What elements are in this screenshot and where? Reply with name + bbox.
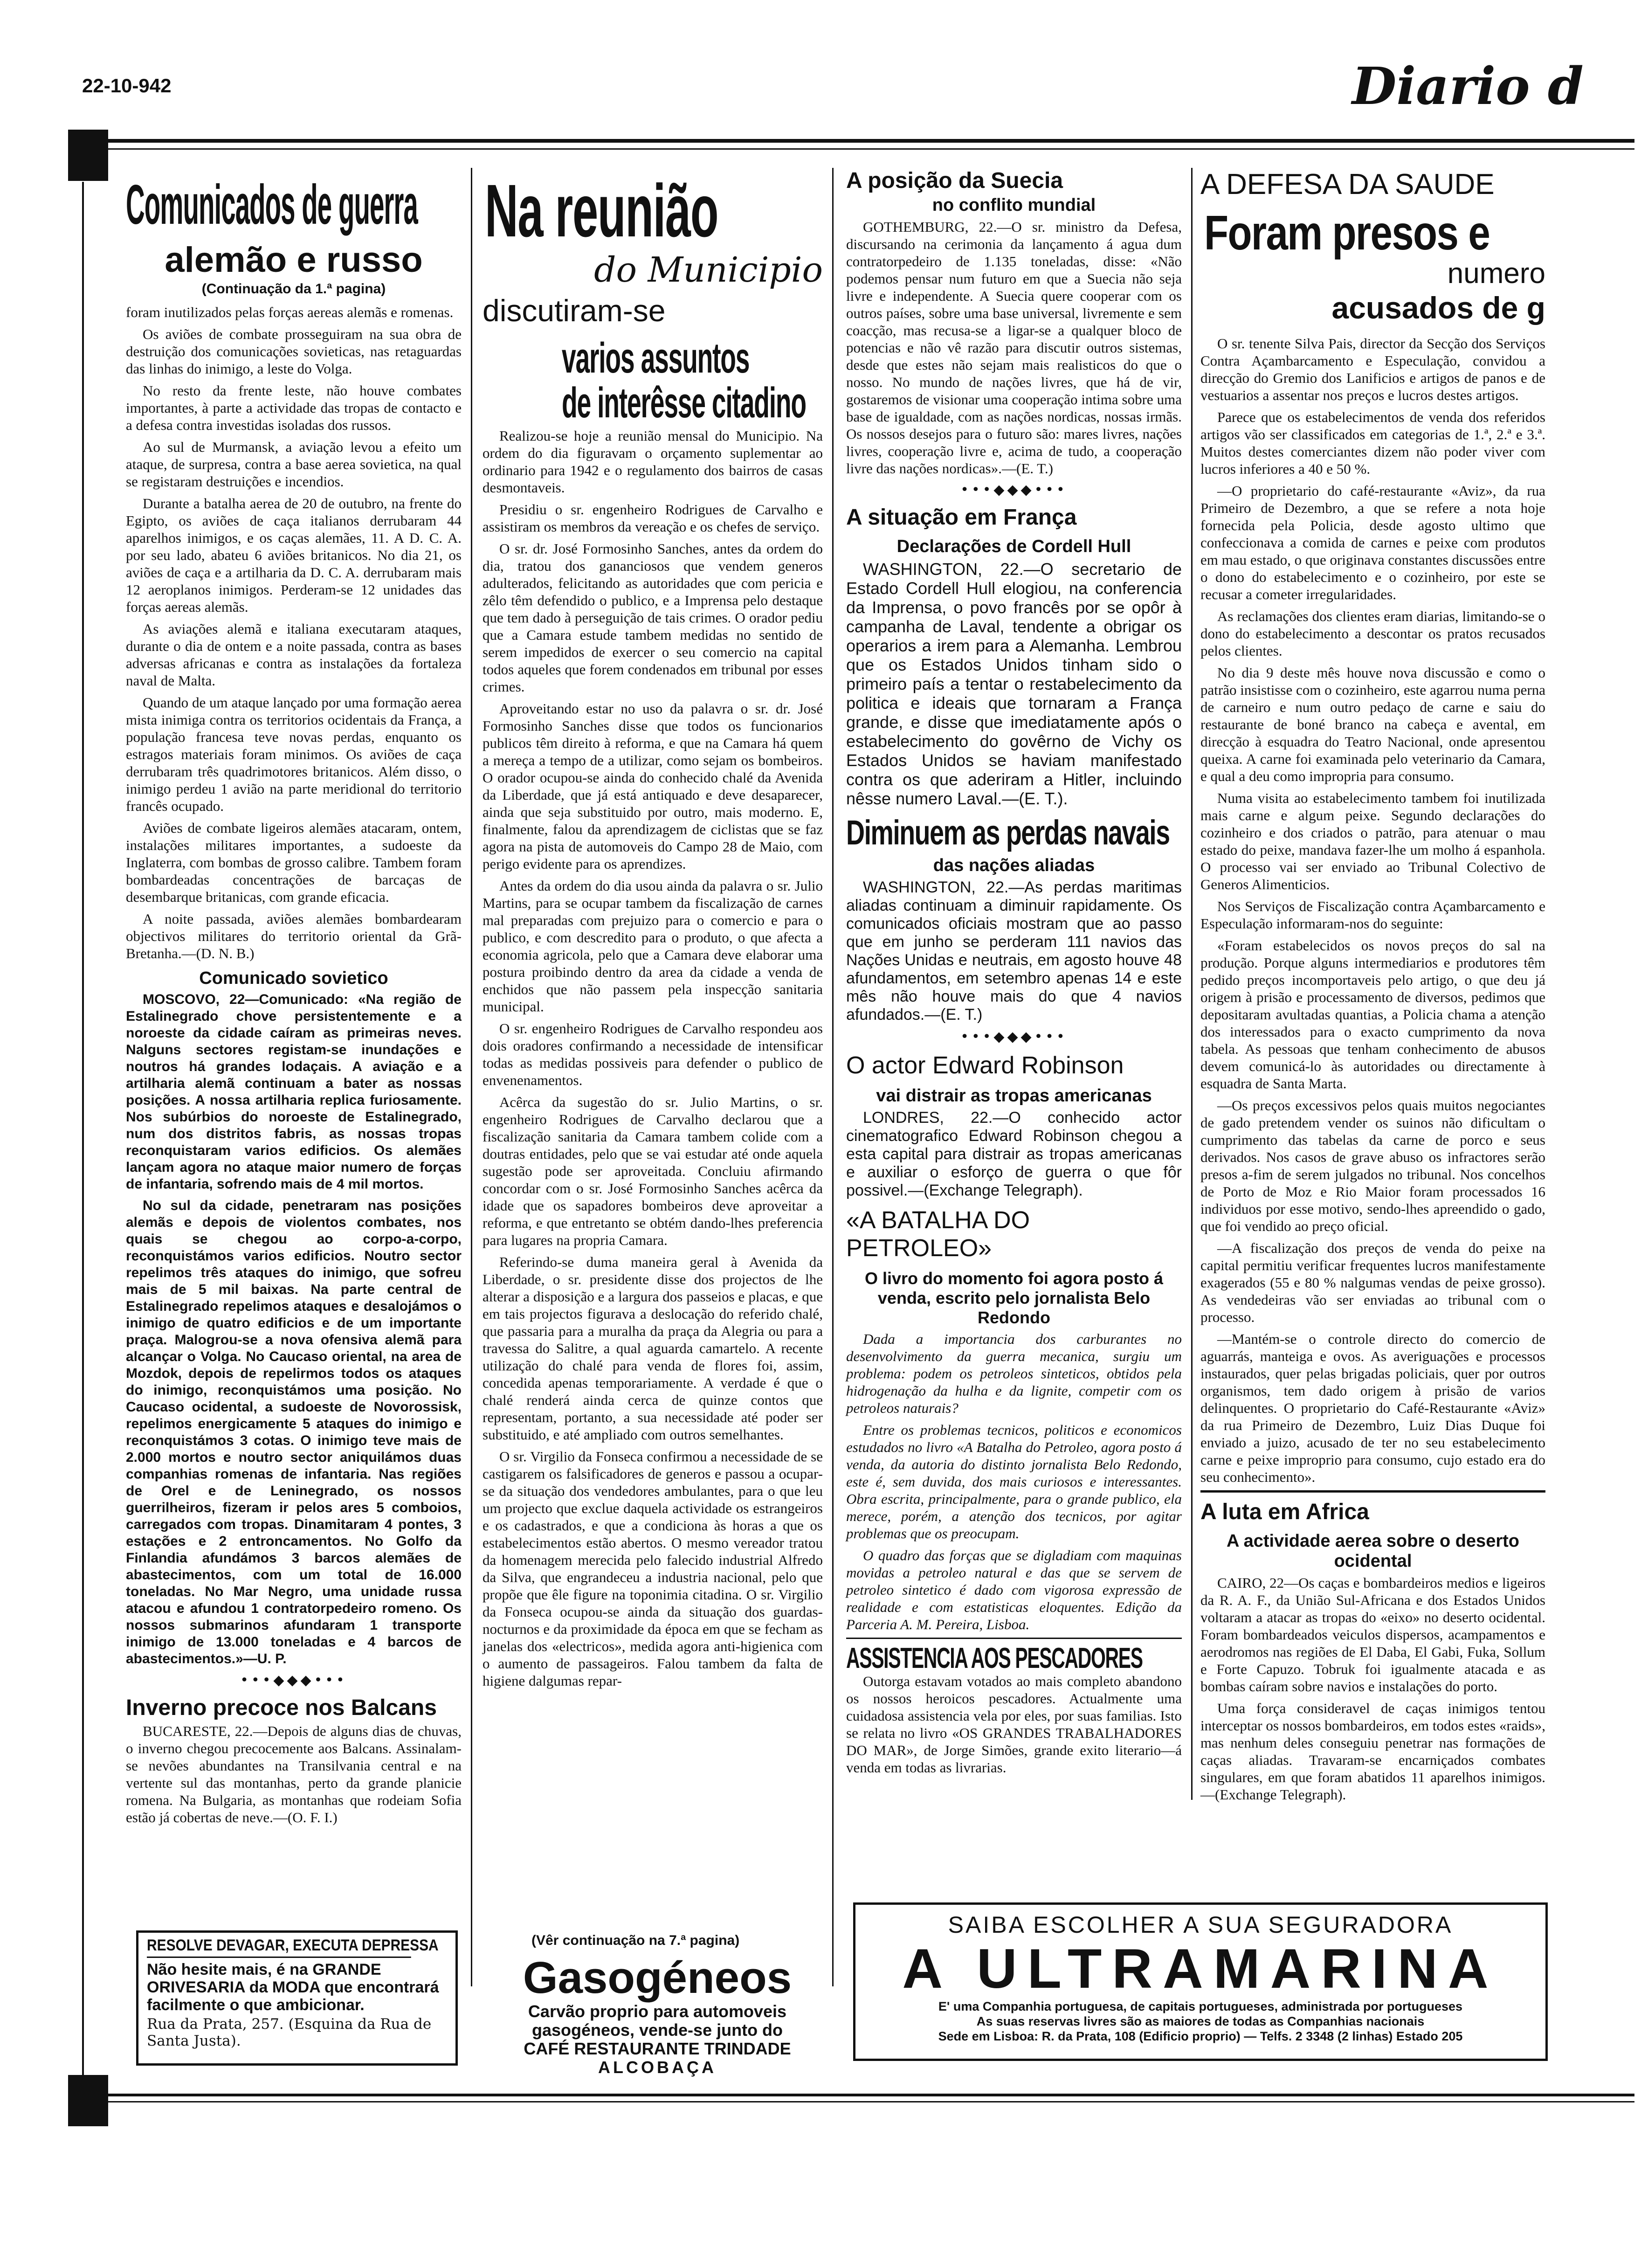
ad-gasogeneos-line: CAFÉ RESTAURANTE TRINDADE <box>524 2039 791 2058</box>
paragraph: WASHINGTON, 22.—O secretario de Estado Cordell Hull elogiou, na conferencia da Imprensa, o povo francês por se opôr à campanha de Laval, tendente a obrigar os operarios a irem para a Alemanha. Lembrou que os Estados Unidos tinham sido o primeiro país a tentar o restabelecimento da politica e ideais que tornaram a França grande, e disse que imediatamente após o estabelecimento do govêrno de Vichy os Estados Unidos se haviam manifestado contra os que aderiram a Hitler, incluindo nêsse numero Laval.—(E. T.). <box>846 560 1182 808</box>
ad-ultramarina-tagline: SAIBA ESCOLHER A SUA SEGURADORA <box>948 1912 1453 1938</box>
subhead-franca: Declarações de Cordell Hull <box>896 537 1131 556</box>
paragraph: A noite passada, aviões alemães bombardearam objectivos militares do territorio oriental da Grã-Bretanha.—(D. N. B.) <box>126 911 462 961</box>
headline-na-reuniao: Na reunião <box>485 169 718 252</box>
paragraph: CAIRO, 22—Os caças e bombardeiros medios e ligeiros da R. A. F., da União Sul-Africana e dos Estados Unidos voltaram a atacar as tropas do «eixo» no deserto ocidental. Foram bombardeados veiculos dispersos, acampamentos e aerodromos nas regiões de El Daba, El Gabi, Fuka, Sollum e Forte Capuzo. Tobruk foi igualmente atacada e as bombas caíram sobre navios e instalações do porto. <box>1200 1575 1545 1694</box>
headline-varios-assuntos: varios assuntos <box>562 334 750 382</box>
headline-actor: O actor Edward Robinson <box>846 1052 1124 1079</box>
column-foreign-news <box>846 168 1182 1893</box>
footer-rule <box>68 2094 1634 2096</box>
subhead-petroleo: O livro do momento foi agora posto á venda, escrito pelo jornalista Belo Redondo <box>864 1269 1164 1327</box>
continuation-note: (Continuação da 1.ª pagina) <box>201 281 386 297</box>
headline-balcans: Inverno precoce nos Balcans <box>126 1695 437 1720</box>
column-divider <box>1191 168 1193 1800</box>
paragraph: Uma força consideravel de caças inimigos tentou interceptar os nossos bombardeiros, em todos estes «raids», mas nenhum deles conseguiu penetrar nas formações de caças aliadas. Travaram-se encarniçados combates singulares, em que foram abatidos 11 aparelhos inimigos.—(Exchange Telegraph). <box>1200 1700 1545 1803</box>
ad-gasogeneos-line: Carvão proprio para automoveis <box>528 2002 787 2021</box>
paragraph: Ao sul de Murmansk, a aviação levou a efeito um ataque, de surpresa, contra a base aerea sovietica, na qual se registaram destruições e incendios. <box>126 439 462 490</box>
paragraph: Quando de um ataque lançado por uma formação aerea mista inimiga contra os territorios ocidentais da França, a população francesa teve novas perdas, enquanto os estragos materiais foram minimos. Os aviões de caça derrubaram três quadrimotores britanicos. Além disso, o inimigo perdeu 1 avião na parte meridional do territorio francês ocupado. <box>126 694 462 814</box>
headline-acusados: acusados de g <box>1331 290 1545 325</box>
headline-discutiram: discutiram-se <box>483 293 666 328</box>
column-municipio <box>483 168 823 1926</box>
ad-orivesaria-title: RESOLVE DEVAGAR, EXECUTA DEPRESSA <box>147 1936 411 1958</box>
paragraph: Nos Serviços de Fiscalização contra Açambarcamento e Especulação informaram-nos do seguinte: <box>1200 898 1545 932</box>
paragraph: As reclamações dos clientes eram diarias, limitando-se o dono do estabelecimento a descontar os pratos recusados pelos clientes. <box>1200 608 1545 659</box>
paragraph: MOSCOVO, 22—Comunicado: «Na região de Estalinegrado chove persistentemente e a noroeste da cidade caíram as primeiras neves. Nalguns sectores registam-se inundações e noutros há grandes lodaçais. A aviação e a artilharia alemã continuam a bater as nossas posições. A nossa artilharia replica furiosamente. Nos subúrbios do noroeste de Estalinegrado, num dos distritos fabris, as nossas tropas reconquistaram varios edificios. Os alemães lançam agora no ataque maior numero de forças de infantaria, sofrendo mais de 4 mil mortos. <box>126 992 462 1192</box>
header-rule-thin <box>68 148 1634 150</box>
separator-ornament: •••◆◆◆••• <box>960 482 1068 498</box>
paragraph: No dia 9 deste mês houve nova discussão e como o patrão insistisse com o cozinheiro, este agarrou numa perna de carneiro e num outro pedaço de carne e saiu do restaurante de boné branco na cabeça e avental, em direcção à esquadra do Teatro Nacional, onde apresentou queixa. A carne foi examinada pelo veterinario da Camara, e qual a deu como impropria para consumo. <box>1200 664 1545 784</box>
paragraph: O sr. engenheiro Rodrigues de Carvalho respondeu aos dois oradores confirmando a necessidade de intensificar todas as medidas possiveis para defender o publico de envenenamentos. <box>483 1020 823 1088</box>
headline-municipio: do Municipio <box>594 250 823 290</box>
headline-numero: numero <box>1447 257 1545 290</box>
issue-date: 22-10-942 <box>82 75 172 97</box>
headline-interesse: de interêsse citadino <box>562 379 806 427</box>
headline-perdas-navais: Diminuem as perdas navais <box>846 813 1170 852</box>
ad-gasogeneos-title: Gasogéneos <box>523 1953 792 2003</box>
paragraph: GOTHEMBURG, 22.—O sr. ministro da Defesa, discursando na cerimonia da lançamento á agua dum contratorpedeiro de 1.135 toneladas, disse: «Não podemos pensar num futuro em que a Suecia não seja livre e independente. A Suecia quere cooperar com os outros países, sobre uma base universal, livremente e sem coacção, mas recusa-se a ligar-se a qualquer bloco de potencias e não vê razão para discutir outros sistemas, desde que estes não sejam mais realisticos do que o nosso. No mundo de nações livres, que há de vir, gostaremos de visionar uma cooperação intima sobre uma base de igualdade, com as nações nordicas, nossas irmãs. Os nossos desejos para o futuro são: mares livres, nações livres, cooperação livre e, acima de tudo, a cooperação livre das nações nordicas».—(E. T.) <box>846 219 1182 477</box>
continuation-note: (Vêr continuação na 7.ª pagina) <box>531 1933 740 1948</box>
paragraph: O sr. tenente Silva Pais, director da Secção dos Serviços Contra Açambarcamento e Especulação, convidou a direcção do Gremio dos Lanificios e artigos de panos e de vestuarios a assentar nos preços e lucros destes artigos. <box>1200 335 1545 403</box>
paragraph: Aproveitando estar no uso da palavra o sr. dr. José Formosinho Sanches disse que todos os funcionarios publicos têm direito à reforma, e que na Camara há quem a mereça a tempo de a utilizar, como sejam os bombeiros. O orador ocupou-se ainda do conhecido chalé da Avenida da Liberdade, que já está antiquado e deve desaparecer, ainda que seja substituido por outro, mais moderno. E, finalmente, falou da aprendizagem de ciclistas que se faz agora na pista de automoveis do Campo 28 de Maio, com perigo evidente para os aprendizes. <box>483 700 823 872</box>
column-saude <box>1200 168 1545 1803</box>
ad-gasogeneos-line: gasogéneos, vende-se junto do <box>531 2020 783 2040</box>
footer-rule-thin <box>68 2101 1634 2102</box>
ad-ultramarina-line: Sede em Lisboa: R. da Prata, 108 (Edificio proprio) — Telfs. 2 3348 (2 linhas) Estado 205 <box>938 2029 1463 2043</box>
subhead-actor: vai distrair as tropas americanas <box>876 1086 1152 1106</box>
headline-suecia: A posição da Suecia <box>846 168 1063 193</box>
subhead-africa: A actividade aerea sobre o deserto ocidental <box>1227 1531 1519 1571</box>
headline-franca: A situação em França <box>846 505 1077 530</box>
ad-gasogeneos-line: ALCOBAÇA <box>598 2058 717 2077</box>
headline-pescadores: ASSISTENCIA AOS PESCADORES <box>846 1642 1143 1674</box>
headline-foram-presos: Foram presos e <box>1204 206 1490 260</box>
paragraph: Aviões de combate ligeiros alemães atacaram, ontem, instalações militares importantes, a sudoeste da Inglaterra, com bombas de grosso calibre. Tambem foram bombardeadas concentrações de barcaças de desembarque britanicas, com grande eficacia. <box>126 820 462 905</box>
headline-comunicados: Comunicados de guerra <box>126 173 418 236</box>
corner-block-bottom <box>68 2075 108 2126</box>
column-war-communiques <box>126 173 462 1982</box>
separator-ornament: •••◆◆◆••• <box>240 1672 347 1688</box>
ad-ultramarina-line: As suas reservas livres são as maiores de todas as Companhias nacionais <box>976 2014 1425 2028</box>
paragraph: LONDRES, 22.—O conhecido actor cinematografico Edward Robinson chegou a esta capital para distrair as tropas americanas e auxiliar o esforço de guerra o que fôr possivel.—(Exchange Telegraph). <box>846 1109 1182 1199</box>
paragraph: O quadro das forças que se digladiam com maquinas movidas a petroleo natural e das que se servem de petroleo sintetico é dado com vigorosa expressão de realidade e com estatisticas eloquentes. Edição da Parceria A. M. Pereira, Lisboa. <box>846 1547 1182 1632</box>
paragraph: Numa visita ao estabelecimento tambem foi inutilizada mais carne e algum peixe. Segundo declarações do cozinheiro e dos criados o patrão, para atenuar o mau estado do peixe, mandava fazer-lhe um molho á espanhola. O processo vai ser enviado ao Tribunal Colectivo de Generos Alimenticios. <box>1200 790 1545 892</box>
headline-petroleo: «A BATALHA DO PETROLEO» <box>846 1207 1030 1262</box>
paragraph: —Os preços excessivos pelos quais muitos negociantes de gado pretendem vender os suinos não dificultam o cumprimento das tabelas da carne de porco e seus derivados. Nos casos de grave abuso os infractores serão presos a-fim de serem julgados no tribunal. Nos concelhos de Porto de Moz e Rio Maior foram processados 16 individuos por esse motivo, sendo-lhes apreendido o gado, que foi vendido ao preço oficial. <box>1200 1097 1545 1234</box>
kicker-defesa-saude: A DEFESA DA SAUDE <box>1200 168 1495 201</box>
paragraph: O sr. Virgilio da Fonseca confirmou a necessidade de se castigarem os falsificadores de generos e passou a ocupar-se da situação dos vendedores ambulantes, para o que leu um projecto que exclue daquela actividade os estrangeiros e os cadastrados, e que a condiciona às horas a que os estabelecimentos estão abertos. O mesmo vereador tratou da homenagem merecida pelo falecido industrial Alfredo da Silva, que engrandeceu a industria nacional, pelo que propõe que êle figure na toponimia citadina. O sr. Virgilio da Fonseca ocupou-se ainda da situação dos guardas-nocturnos e da proximidade da época em que se fecham as janelas dos «electricos», medida agora anti-higienica com o aumento de passageiros. Falou tambem da falta de higiene dalgumas repar- <box>483 1448 823 1689</box>
paragraph: Antes da ordem do dia usou ainda da palavra o sr. Julio Martins, para se ocupar tambem da fiscalização de carnes mal preparadas com prejuizo para o comercio e para o publico, e com descredito para o produto, o que afecta a economia agricola, pelo que a Camara deve elaborar uma postura proibindo dentro da area da cidade a venda de enchidos que não passem pela inspecção sanitaria municipal. <box>483 878 823 1015</box>
paragraph: Dada a importancia dos carburantes no desenvolvimento da guerra mecanica, surgiu um problema: podem os petroleos sinteticos, obtidos pela hidrogenação da hulha e da lignite, competir com os petroleos naturais? <box>846 1331 1182 1416</box>
ad-ultramarina-title: A ULTRAMARINA <box>902 1937 1499 2000</box>
paragraph: Entre os problemas tecnicos, politicos e economicos estudados no livro «A Batalha do Petroleo, agora posto á venda, da autoria do distinto jornalista Belo Redondo, este é, sem duvida, dos mais curiosos e interessantes. Obra escrita, principalmente, para o grande publico, ela merece, porém, a atenção dos tecnicos, por agitar problemas que os preocupam. <box>846 1422 1182 1542</box>
paragraph: Realizou-se hoje a reunião mensal do Municipio. Na ordem do dia figuravam o orçamento suplementar ao ordinario para 1942 e o regulamento dos bairros de casas desmontaveis. <box>483 428 823 496</box>
ad-ultramarina-line: E' uma Companhia portuguesa, de capitais portugueses, administrada por portugueses <box>938 1999 1463 2013</box>
paragraph: No resto da frente leste, não houve combates importantes, à parte a actividade das tropas de contacto e a defesa contra investidas isoladas dos russos. <box>126 382 462 433</box>
ad-gasogeneos <box>490 1953 825 2077</box>
ad-orivesaria-address: Rua da Prata, 257. (Esquina da Rua de Santa Justa). <box>147 2016 432 2049</box>
paragraph: Referindo-se duma maneira geral à Avenida da Liberdade, o sr. presidente disse dos projectos de lhe alterar a disposição e a largura dos passeios e placas, e que em tais projectos figurava a deslocação do referido chalé, que passaria para a muralha da praça da Alegria ou para a travessa do Salitre, a qual aguarda camartelo. A recente utilização do chalé para venda de flores foi, assim, concedida apenas temporariamente. A verdade é que o chalé renderá ainda cerca de quinze contos que representam, portanto, a sua necessidade até poder ser substituido, e até ampliado com outros semelhantes. <box>483 1254 823 1443</box>
paragraph: —A fiscalização dos preços de venda do peixe na capital permitiu verificar frequentes lucros manifestamente exagerados (55 e 80 % nalgumas vendas de peixe grosso). As vendedeiras vão ser enviadas ao tribunal com o processo. <box>1200 1240 1545 1325</box>
column-divider <box>471 168 472 1986</box>
paragraph: Presidiu o sr. engenheiro Rodrigues de Carvalho e assistiram os membros da vereação e os chefes de serviço. <box>483 501 823 535</box>
separator-ornament: •••◆◆◆••• <box>960 1029 1068 1045</box>
paragraph: Os aviões de combate prosseguiram na sua obra de destruição dos comunicações sovieticas, nas retaguardas das linhas do inimigo, a leste do Volga. <box>126 326 462 377</box>
paragraph: O sr. dr. José Formosinho Sanches, antes da ordem do dia, tratou dos gananciosos que vendem generos adulterados, felicitando as autoridades que com pericia e zêlo têm defendido o publico, e a Imprensa pelo destaque que tem dado à perseguição de tais crimes. O orador pediu que a Camara estude tambem medidas no sentido de serem impedidos de exercer o seu comercio na capital todos aqueles que forem condenados em tribunal por esses crimes. <box>483 540 823 695</box>
headline-alemao-russo: alemão e russo <box>165 240 423 280</box>
subhead-suecia: no conflito mundial <box>932 195 1096 215</box>
headline-africa: A luta em Africa <box>1200 1500 1369 1524</box>
ad-orivesaria <box>136 1930 458 2066</box>
paragraph: —Mantém-se o controle directo do comercio de aguarrás, manteiga e ovos. As averiguações e processos instaurados, quer pelas brigadas policiais, quer por outros organismos, tem dado origem à prisão de varios delinquentes. O proprietario do Café-Restaurante «Aviz» da rua Primeiro de Dezembro, Luiz Dias Duque foi enviado a juizo, acusado de ter no seu estabelecimento carne e peixe improprio para consumo, cujo estado era do seu conhecimento». <box>1200 1331 1545 1485</box>
left-margin-rule <box>82 182 84 2075</box>
paragraph: «Foram estabelecidos os novos preços do sal na produção. Porque alguns intermediarios e produtores têm pedido preços incomportaveis pelo artigo, o que deu já origem à prisão e processamento de diversos, pedimos que depositaram avultadas quantias, a Policia chama a atenção dos interessados para o exacto cumprimento da nova tabela. As pessoas que tenham conhecimento de abusos devem comunicá-lo às autoridades ou directamente à esquadra de Santa Marta. <box>1200 937 1545 1092</box>
paragraph: Durante a batalha aerea de 20 de outubro, na frente do Egipto, os aviões de caça italianos derrubaram 44 aparelhos inimigos, e os caças alemães, 11. A D. C. A. por seu lado, abateu 6 aviões britanicos. No dia 21, os aviões de caça e a artilharia da D. C. A. derrubaram mais 12 aeroplanos inimigos. Perderam-se 12 unidades das forças aereas alemãs. <box>126 495 462 615</box>
subhead-sovietico: Comunicado sovietico <box>199 968 388 988</box>
paragraph: —O proprietario do café-restaurante «Aviz», da rua Primeiro de Dezembro, a que se refere a nota hoje fornecida pela Policia, desde agosto ultimo que confeccionava a comida de carnes e peixe com produtos em mau estado, o que originava constantes discussões entre o dono do estabelecimento e o cozinheiro, por este se recusar a cometer irregularidades. <box>1200 483 1545 602</box>
masthead: Diario d <box>1352 56 1584 116</box>
ad-orivesaria-body: Não hesite mais, é na GRANDE ORIVESARIA da MODA que encontrará facilmente o que ambicionar. <box>147 1961 439 2014</box>
column-divider <box>832 168 834 1986</box>
paragraph: As aviações alemã e italiana executaram ataques, durante o dia de ontem e a noite passada, contra as bases adversas africanas e contra as instalações da fortaleza naval de Malta. <box>126 621 462 689</box>
paragraph: Outorga estavam votados ao mais completo abandono os nossos heroicos pescadores. Actualmente uma cuidadosa assistencia vela por eles, por suas familias. Isto se relata no livro «OS GRANDES TRABALHADORES DO MAR», de Jorge Simões, grande exito literario—á venda em todas as livrarias. <box>846 1673 1182 1776</box>
paragraph: Acêrca da sugestão do sr. Julio Martins, o sr. engenheiro Rodrigues de Carvalho declarou que a fiscalização sanitaria da Camara tambem colide com a doutras entidades, pelo que se vai estudar até onde aquela sugestão pode ser aproveitada. Concluiu afirmando concordar com o sr. José Formosinho Sanches acêrca da idade que os sapadores bombeiros deve aproveitar a reforma, e que entretanto se obtém dando-lhes preferencia para lugares na propria Camara. <box>483 1094 823 1248</box>
corner-block-top <box>68 130 108 181</box>
subhead-perdas: das nações aliadas <box>933 856 1095 875</box>
paragraph: Parece que os estabelecimentos de venda dos referidos artigos vão ser classificados em categorias de 1.ª, 2.ª e 3.ª. Muitos destes comerciantes dizem não poder viver com lucros inferiores a 40 e 50 %. <box>1200 409 1545 477</box>
header-rule <box>68 139 1634 143</box>
paragraph: WASHINGTON, 22.—As perdas maritimas aliadas continuam a diminuir rapidamente. Os comunicados oficiais mostram que ao passo que em junho se perderam 111 navios das Nações Unidas e neutrais, em agosto houve 48 afundamentos, em setembro apenas 14 e este mês não houve mais do que 4 navios afundados.—(E. T.) <box>846 878 1182 1023</box>
paragraph: foram inutilizados pelas forças aereas alemãs e romenas. <box>126 304 454 320</box>
paragraph: No sul da cidade, penetraram nas posições alemãs e depois de violentos combates, nos quais se chegou ao corpo-a-corpo, reconquistámos varios edificios. Noutro sector repelimos três ataques do inimigo, que sofreu mais de 5 mil baixas. Na parte central de Estalinegrado repelimos ataques e desalojámos o inimigo de quatro edificios e de um importante praça. Malogrou-se a nova ofensiva alemã para alcançar o Volga. No Caucaso oriental, na area de Mozdok, depois de repelirmos todos os ataques do inimigo, reconquistámos uma posição. No Caucaso ocidental, a sudoeste de Novorossisk, repelimos energicamente 5 ataques do inimigo e reconquistámos 3 cotas. O inimigo teve mais de 2.000 mortos e noutro sector aniquilámos duas companhias romenas de infantaria. Nas regiões de Orel e de Leninegrado, os nossos guerrilheiros, fizeram ir pelos ares 5 comboios, carregados com tropas. Dinamitaram 4 pontes, 3 estações e 2 entroncamentos. No Golfo da Finlandia afundámos 3 barcos alemães de abastecimentos, com um total de 16.000 toneladas. No Mar Negro, uma unidade russa atacou e afundou 1 contratorpedeiro romeno. Os nossos submarinos afundaram 1 transporte inimigo de 13.000 toneladas e 4 barcos de abastecimentos.»—U. P. <box>126 1198 462 1666</box>
ad-ultramarina <box>853 1902 1548 2061</box>
paragraph: BUCARESTE, 22.—Depois de alguns dias de chuvas, o inverno chegou precocemente aos Balcans. Assinalam-se nevões abundantes na Transilvania central e na vertente sul das montanhas, perto da grande planicie romena. Na Bulgaria, as montanhas que rodeiam Sofia estão já cobertas de neve.—(O. F. I.) <box>126 1723 462 1825</box>
